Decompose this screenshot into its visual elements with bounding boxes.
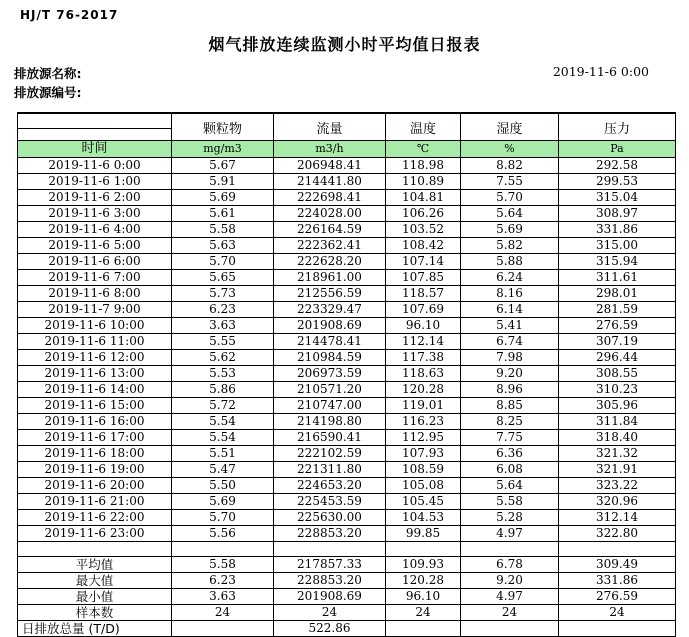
particulate-cell: 5.65 <box>172 270 274 286</box>
humidity-summary-cell: 6.78 <box>461 557 559 573</box>
flow-cell: 210571.20 <box>274 382 386 398</box>
table-row <box>18 206 676 222</box>
daily-total-row <box>18 621 676 637</box>
temperature-cell: 105.08 <box>386 478 461 494</box>
humidity-cell: 5.70 <box>461 190 559 206</box>
temperature-cell: 118.98 <box>386 158 461 174</box>
flow-summary-cell: 217857.33 <box>274 557 386 573</box>
particulate-cell: 5.51 <box>172 446 274 462</box>
particulate-cell: 3.63 <box>172 318 274 334</box>
summary-label: 最小值 <box>18 589 172 605</box>
humidity-cell: 6.08 <box>461 462 559 478</box>
time-cell: 2019-11-6 10:00 <box>18 318 172 334</box>
temperature-cell: 99.85 <box>386 526 461 542</box>
table-row <box>18 526 676 542</box>
flow-cell: 222362.41 <box>274 238 386 254</box>
humidity-cell: 7.55 <box>461 174 559 190</box>
column-header: 温度 <box>386 113 461 141</box>
table-row <box>18 318 676 334</box>
flow-summary-cell: 24 <box>274 605 386 621</box>
flow-cell: 222698.41 <box>274 190 386 206</box>
table-row <box>18 350 676 366</box>
pressure-summary-cell: 24 <box>559 605 676 621</box>
humidity-cell: 5.64 <box>461 478 559 494</box>
flow-cell: 210984.59 <box>274 350 386 366</box>
pressure-cell: 318.40 <box>559 430 676 446</box>
time-header-label: 时间 <box>18 141 172 158</box>
table-row <box>18 398 676 414</box>
pressure-cell: 321.32 <box>559 446 676 462</box>
time-cell: 2019-11-6 15:00 <box>18 398 172 414</box>
pressure-cell: 320.96 <box>559 494 676 510</box>
temperature-cell: 105.45 <box>386 494 461 510</box>
source-id-label: 排放源编号: <box>14 85 82 100</box>
temperature-cell: 108.42 <box>386 238 461 254</box>
particulate-cell: 5.56 <box>172 526 274 542</box>
particulate-cell: 5.69 <box>172 190 274 206</box>
particulate-cell: 5.70 <box>172 510 274 526</box>
units-row <box>18 141 676 158</box>
temperature-cell: 118.57 <box>386 286 461 302</box>
particulate-cell: 5.53 <box>172 366 274 382</box>
particulate-summary-cell: 24 <box>172 605 274 621</box>
temperature-cell: 119.01 <box>386 398 461 414</box>
summary-rows <box>18 557 676 637</box>
pressure-cell: 331.86 <box>559 222 676 238</box>
time-cell: 2019-11-6 14:00 <box>18 382 172 398</box>
temperature-cell: 107.69 <box>386 302 461 318</box>
flow-cell: 214441.80 <box>274 174 386 190</box>
pollutant-header-row <box>18 113 676 141</box>
particulate-cell: 5.47 <box>172 462 274 478</box>
spacer-row <box>18 542 676 557</box>
particulate-cell: 5.58 <box>172 222 274 238</box>
table-row <box>18 190 676 206</box>
flow-summary-cell: 201908.69 <box>274 589 386 605</box>
humidity-cell: 4.97 <box>461 526 559 542</box>
column-header: 湿度 <box>461 113 559 141</box>
unit-cell: Pa <box>559 141 676 158</box>
particulate-summary-cell: 3.63 <box>172 589 274 605</box>
time-cell: 2019-11-6 22:00 <box>18 510 172 526</box>
table-row <box>18 446 676 462</box>
flow-cell: 225453.59 <box>274 494 386 510</box>
particulate-cell: 5.61 <box>172 206 274 222</box>
table-row <box>18 158 676 174</box>
report-table <box>17 112 676 637</box>
time-cell: 2019-11-6 17:00 <box>18 430 172 446</box>
daily-total-particulate-cell <box>172 621 274 637</box>
time-header-split-top <box>18 114 171 129</box>
particulate-cell: 5.72 <box>172 398 274 414</box>
daily-total-temperature-cell <box>386 621 461 637</box>
table-row <box>18 334 676 350</box>
temperature-cell: 104.53 <box>386 510 461 526</box>
humidity-cell: 8.96 <box>461 382 559 398</box>
time-cell: 2019-11-6 7:00 <box>18 270 172 286</box>
pressure-cell: 312.14 <box>559 510 676 526</box>
time-cell: 2019-11-6 11:00 <box>18 334 172 350</box>
report-datetime: 2019-11-6 0:00 <box>552 64 649 79</box>
time-cell: 2019-11-6 20:00 <box>18 478 172 494</box>
particulate-cell: 5.63 <box>172 238 274 254</box>
temperature-cell: 108.59 <box>386 462 461 478</box>
summary-row <box>18 589 676 605</box>
particulate-cell: 5.86 <box>172 382 274 398</box>
flow-cell: 212556.59 <box>274 286 386 302</box>
flow-cell: 210747.00 <box>274 398 386 414</box>
humidity-cell: 5.64 <box>461 206 559 222</box>
particulate-cell: 5.70 <box>172 254 274 270</box>
pressure-cell: 276.59 <box>559 318 676 334</box>
daily-total-humidity-cell <box>461 621 559 637</box>
humidity-cell: 5.82 <box>461 238 559 254</box>
particulate-cell: 6.23 <box>172 302 274 318</box>
particulate-cell: 5.91 <box>172 174 274 190</box>
humidity-summary-cell: 9.20 <box>461 573 559 589</box>
data-rows <box>18 158 676 557</box>
time-cell: 2019-11-6 16:00 <box>18 414 172 430</box>
flow-summary-cell: 228853.20 <box>274 573 386 589</box>
temperature-cell: 117.38 <box>386 350 461 366</box>
pressure-cell: 281.59 <box>559 302 676 318</box>
table-row <box>18 478 676 494</box>
temperature-cell: 96.10 <box>386 318 461 334</box>
table-header <box>18 113 676 158</box>
table-row <box>18 174 676 190</box>
unit-cell: mg/m3 <box>172 141 274 158</box>
humidity-cell: 8.16 <box>461 286 559 302</box>
table-row <box>18 494 676 510</box>
flow-cell: 223329.47 <box>274 302 386 318</box>
time-cell: 2019-11-7 9:00 <box>18 302 172 318</box>
temperature-summary-cell: 24 <box>386 605 461 621</box>
pressure-cell: 323.22 <box>559 478 676 494</box>
flow-cell: 214198.80 <box>274 414 386 430</box>
table-row <box>18 382 676 398</box>
pressure-cell: 296.44 <box>559 350 676 366</box>
daily-total-flow-cell: 522.86 <box>274 621 386 637</box>
time-cell: 2019-11-6 12:00 <box>18 350 172 366</box>
pressure-summary-cell: 276.59 <box>559 589 676 605</box>
humidity-cell: 8.82 <box>461 158 559 174</box>
time-cell: 2019-11-6 23:00 <box>18 526 172 542</box>
temperature-summary-cell: 96.10 <box>386 589 461 605</box>
pressure-cell: 308.55 <box>559 366 676 382</box>
time-header-split-bottom <box>18 129 171 140</box>
table-row <box>18 270 676 286</box>
humidity-cell: 6.74 <box>461 334 559 350</box>
particulate-cell: 5.62 <box>172 350 274 366</box>
table-row <box>18 302 676 318</box>
humidity-cell: 7.98 <box>461 350 559 366</box>
pressure-cell: 298.01 <box>559 286 676 302</box>
humidity-cell: 5.58 <box>461 494 559 510</box>
time-cell: 2019-11-6 6:00 <box>18 254 172 270</box>
flow-cell: 221311.80 <box>274 462 386 478</box>
flow-cell: 206973.59 <box>274 366 386 382</box>
particulate-cell: 5.69 <box>172 494 274 510</box>
humidity-cell: 5.88 <box>461 254 559 270</box>
time-cell: 2019-11-6 0:00 <box>18 158 172 174</box>
temperature-cell: 106.26 <box>386 206 461 222</box>
time-cell: 2019-11-6 19:00 <box>18 462 172 478</box>
pressure-cell: 308.97 <box>559 206 676 222</box>
pressure-cell: 311.61 <box>559 270 676 286</box>
table-row <box>18 510 676 526</box>
unit-cell: m3/h <box>274 141 386 158</box>
flow-cell: 214478.41 <box>274 334 386 350</box>
humidity-cell: 5.69 <box>461 222 559 238</box>
table-row <box>18 222 676 238</box>
particulate-cell: 5.50 <box>172 478 274 494</box>
temperature-cell: 112.14 <box>386 334 461 350</box>
table-row <box>18 414 676 430</box>
flow-cell: 226164.59 <box>274 222 386 238</box>
temperature-cell: 103.52 <box>386 222 461 238</box>
temperature-cell: 118.63 <box>386 366 461 382</box>
pressure-cell: 315.04 <box>559 190 676 206</box>
temperature-cell: 112.95 <box>386 430 461 446</box>
pressure-cell: 315.94 <box>559 254 676 270</box>
daily-total-label: 日排放总量 (T/D) <box>18 621 172 637</box>
time-header-split-cell <box>18 113 172 141</box>
temperature-cell: 107.85 <box>386 270 461 286</box>
humidity-cell: 8.25 <box>461 414 559 430</box>
pressure-cell: 310.23 <box>559 382 676 398</box>
pressure-cell: 305.96 <box>559 398 676 414</box>
temperature-cell: 120.28 <box>386 382 461 398</box>
flow-cell: 222102.59 <box>274 446 386 462</box>
daily-total-pressure-cell <box>559 621 676 637</box>
humidity-summary-cell: 24 <box>461 605 559 621</box>
table-row <box>18 430 676 446</box>
unit-cell: ℃ <box>386 141 461 158</box>
source-name-label: 排放源名称: <box>14 66 82 81</box>
flow-cell: 216590.41 <box>274 430 386 446</box>
humidity-cell: 8.85 <box>461 398 559 414</box>
summary-row <box>18 573 676 589</box>
flow-cell: 228853.20 <box>274 526 386 542</box>
table-row <box>18 238 676 254</box>
humidity-cell: 5.41 <box>461 318 559 334</box>
standard-code: HJ/T 76-2017 <box>20 8 119 22</box>
pressure-cell: 307.19 <box>559 334 676 350</box>
summary-label: 样本数 <box>18 605 172 621</box>
time-cell: 2019-11-6 1:00 <box>18 174 172 190</box>
flow-cell: 218961.00 <box>274 270 386 286</box>
flow-cell: 201908.69 <box>274 318 386 334</box>
humidity-cell: 5.28 <box>461 510 559 526</box>
particulate-summary-cell: 6.23 <box>172 573 274 589</box>
particulate-cell: 5.73 <box>172 286 274 302</box>
time-cell: 2019-11-6 13:00 <box>18 366 172 382</box>
temperature-cell: 104.81 <box>386 190 461 206</box>
temperature-cell: 107.14 <box>386 254 461 270</box>
unit-cell: % <box>461 141 559 158</box>
time-cell: 2019-11-6 3:00 <box>18 206 172 222</box>
temperature-summary-cell: 120.28 <box>386 573 461 589</box>
humidity-cell: 6.36 <box>461 446 559 462</box>
time-cell: 2019-11-6 4:00 <box>18 222 172 238</box>
temperature-cell: 107.93 <box>386 446 461 462</box>
column-header: 压力 <box>559 113 676 141</box>
page-title: 烟气排放连续监测小时平均值日报表 <box>208 35 481 54</box>
temperature-summary-cell: 109.93 <box>386 557 461 573</box>
humidity-cell: 6.14 <box>461 302 559 318</box>
flow-cell: 222628.20 <box>274 254 386 270</box>
summary-label: 平均值 <box>18 557 172 573</box>
flow-cell: 206948.41 <box>274 158 386 174</box>
time-cell: 2019-11-6 2:00 <box>18 190 172 206</box>
pressure-cell: 315.00 <box>559 238 676 254</box>
time-cell: 2019-11-6 21:00 <box>18 494 172 510</box>
pressure-cell: 292.58 <box>559 158 676 174</box>
particulate-summary-cell: 5.58 <box>172 557 274 573</box>
particulate-cell: 5.67 <box>172 158 274 174</box>
pressure-cell: 321.91 <box>559 462 676 478</box>
summary-row <box>18 557 676 573</box>
table-row <box>18 462 676 478</box>
time-cell: 2019-11-6 8:00 <box>18 286 172 302</box>
pressure-cell: 299.53 <box>559 174 676 190</box>
humidity-cell: 7.75 <box>461 430 559 446</box>
flow-cell: 224028.00 <box>274 206 386 222</box>
pressure-cell: 322.80 <box>559 526 676 542</box>
table-row <box>18 286 676 302</box>
table-row <box>18 254 676 270</box>
pressure-summary-cell: 309.49 <box>559 557 676 573</box>
pressure-summary-cell: 331.86 <box>559 573 676 589</box>
column-header: 流量 <box>274 113 386 141</box>
table-row <box>18 366 676 382</box>
time-cell: 2019-11-6 18:00 <box>18 446 172 462</box>
pressure-cell: 311.84 <box>559 414 676 430</box>
humidity-cell: 6.24 <box>461 270 559 286</box>
humidity-cell: 9.20 <box>461 366 559 382</box>
particulate-cell: 5.55 <box>172 334 274 350</box>
temperature-cell: 116.23 <box>386 414 461 430</box>
summary-row <box>18 605 676 621</box>
temperature-cell: 110.89 <box>386 174 461 190</box>
particulate-cell: 5.54 <box>172 430 274 446</box>
particulate-cell: 5.54 <box>172 414 274 430</box>
time-cell: 2019-11-6 5:00 <box>18 238 172 254</box>
flow-cell: 224653.20 <box>274 478 386 494</box>
summary-label: 最大值 <box>18 573 172 589</box>
humidity-summary-cell: 4.97 <box>461 589 559 605</box>
column-header: 颗粒物 <box>172 113 274 141</box>
flow-cell: 225630.00 <box>274 510 386 526</box>
